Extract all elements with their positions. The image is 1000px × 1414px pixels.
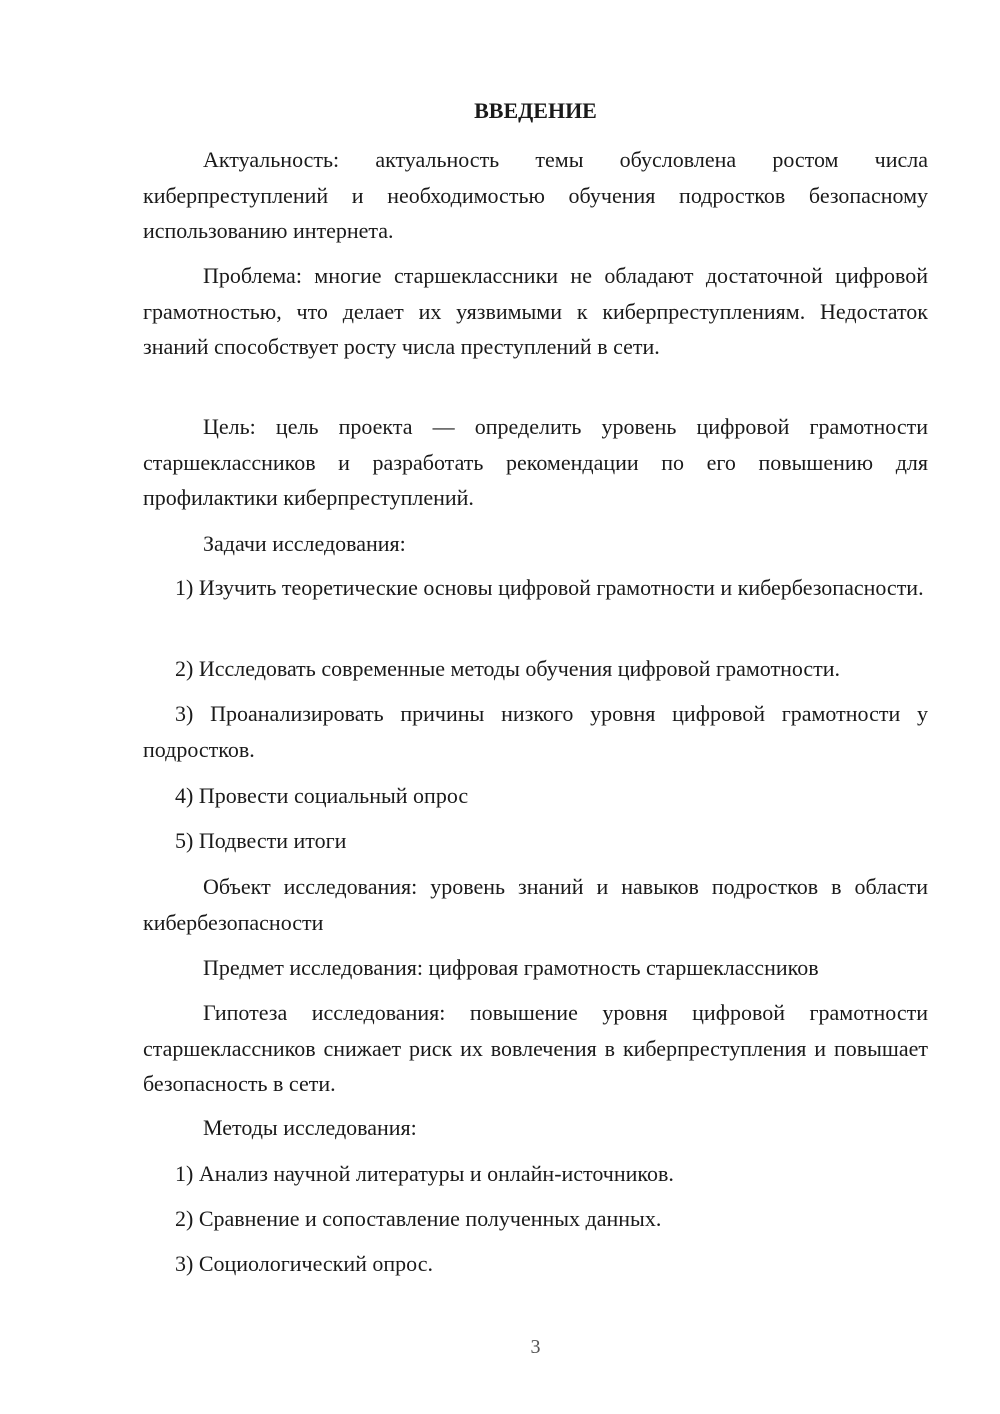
list-item-method-3: 3) Социологический опрос. <box>175 1251 433 1276</box>
list-item-task-1: 1) Изучить теоретические основы цифровой грамотности и кибербезопасности. <box>175 575 924 600</box>
paragraph-relevance: Актуальность: актуальность темы обусловлена ростом числа киберпреступлений и необходимостью обучения подростков безопасному использованию интернета. <box>143 147 928 243</box>
list-item-task-3: 3) Проанализировать причины низкого уровня цифровой грамотности у подростков. <box>143 701 928 762</box>
list-item-task-2: 2) Исследовать современные методы обучения цифровой грамотности. <box>175 656 841 681</box>
paragraph-tasks-heading: Задачи исследования: <box>203 531 406 556</box>
list-item-method-1: 1) Анализ научной литературы и онлайн-источников. <box>175 1161 674 1186</box>
list-item-task-4: 4) Провести социальный опрос <box>175 783 469 808</box>
paragraph-goal: Цель: цель проекта — определить уровень цифровой грамотности старшеклассников и разработать рекомендации по его повышению для профилактики киберпреступлений. <box>143 414 928 510</box>
paragraph-problem: Проблема: многие старшеклассники не обладают достаточной цифровой грамотностью, что делает их уязвимыми к киберпреступлениям. Недостаток знаний способствует росту числа преступлений в сети. <box>143 263 928 359</box>
paragraph-methods-heading: Методы исследования: <box>203 1115 417 1140</box>
document-page <box>143 0 928 1414</box>
paragraph-object: Объект исследования: уровень знаний и навыков подростков в области кибербезопасности <box>143 874 928 935</box>
list-item-task-5: 5) Подвести итоги <box>175 828 347 853</box>
paragraph-hypothesis: Гипотеза исследования: повышение уровня цифровой грамотности старшеклассников снижает риск их вовлечения в киберпреступления и повышает безопасность в сети. <box>143 1000 928 1096</box>
page-number: 3 <box>530 1336 541 1358</box>
page-title: ВВЕДЕНИЕ <box>474 98 597 123</box>
paragraph-subject: Предмет исследования: цифровая грамотность старшеклассников <box>203 955 819 980</box>
list-item-method-2: 2) Сравнение и сопоставление полученных данных. <box>175 1206 662 1231</box>
